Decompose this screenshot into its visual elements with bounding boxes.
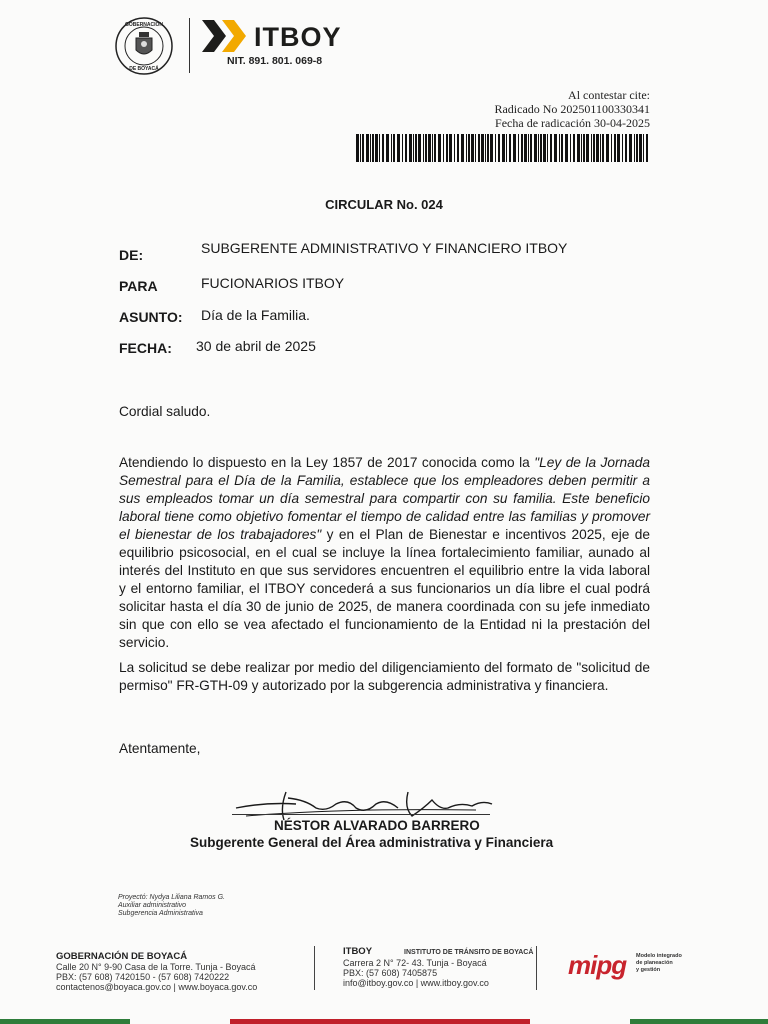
footer-gobernacion: [56, 952, 257, 992]
paragraph-2: La solicitud se debe realizar por medio del diligenciamiento del formato de "solicitud de permiso" FR-GTH-09 y autorizado por la subgerencia administrativa y financiera.: [119, 660, 650, 693]
greeting: Cordial saludo.: [119, 404, 211, 419]
mipg-logo: mipg: [568, 950, 627, 980]
proyecto-line1: Proyectó: Nydya Liliana Ramos G.: [118, 894, 225, 901]
footer-gob-pbx: PBX: (57 608) 7420150 - (57 608) 7420222: [56, 972, 230, 982]
footer-itboy-subtitle: INSTITUTO DE TRÁNSITO DE BOYACÁ: [404, 949, 534, 956]
fecha-label: FECHA:: [119, 340, 172, 356]
footer-itboy-title: ITBOY: [343, 946, 373, 957]
mipg-sub-line2: de planeación: [636, 960, 673, 966]
fecha-value: 30 de abril de 2025: [196, 338, 316, 354]
footer-divider-1: [314, 946, 315, 990]
de-value: SUBGERENTE ADMINISTRATIVO Y FINANCIERO ITBOY: [201, 240, 568, 256]
svg-text:DE BOYACÁ: DE BOYACÁ: [129, 66, 159, 72]
footer-itboy-web: info@itboy.gov.co | www.itboy.gov.co: [343, 978, 489, 988]
footer-itboy-address: Carrera 2 N° 72- 43. Tunja - Boyacá: [343, 958, 487, 968]
radicado-number: Radicado No 20250110033034​1: [494, 102, 650, 116]
signature-line: [232, 814, 490, 815]
asunto-label: ASUNTO:: [119, 309, 183, 325]
footer-gob-web: contactenos@boyaca.gov.co | www.boyaca.gov.co: [56, 982, 258, 992]
de-label: DE:: [119, 247, 144, 263]
mipg-sub-line1: Modelo integrado: [636, 953, 682, 959]
svg-text:GOBERNACIÓN: GOBERNACIÓN: [124, 22, 164, 28]
mipg-sub-line3: y gestión: [636, 967, 661, 973]
paragraph-1-intro: Atendiendo lo dispuesto en la Ley 1857 de 2017 conocida como la: [119, 455, 535, 470]
closing: Atentamente,: [119, 741, 201, 756]
radicado-line1: Al contestar cite:: [568, 88, 650, 102]
footer-divider-2: [536, 946, 537, 990]
proyecto-line2: Auxiliar administrativo: [118, 902, 187, 909]
paragraph-1: [119, 454, 650, 652]
proyecto-block: [118, 894, 225, 918]
para-value: FUCIONARIOS ITBOY: [201, 275, 345, 291]
circular-title: CIRCULAR No. 024: [325, 197, 443, 212]
footer-gob-title: GOBERNACIÓN DE BOYACÁ: [56, 951, 188, 962]
itboy-logo: [200, 18, 342, 59]
footer-color-stripe: [0, 1016, 768, 1024]
signer-name: NÉSTOR ALVARADO BARRERO: [274, 818, 480, 833]
proyecto-line3: Subgerencia Administrativa: [118, 910, 203, 917]
paragraph-1-quote: "Ley de la Jornada Semestral para el Día de la Familia, establece que los empleadores deben permitir a sus empleados tomar un día semestral para compartir con su familia. Este beneficio laboral tiene como objetivo fomentar el tiempo de calidad entre las familias y promover el bienestar de los trabajadores": [119, 455, 650, 542]
radicado-date: Fecha de radicación 30-04-2025: [495, 116, 650, 130]
para-label: PARA: [119, 278, 158, 294]
nit-number: NIT. 891. 801. 069-8: [227, 55, 323, 67]
radicado-block: [494, 88, 650, 130]
footer-itboy-header: [343, 946, 533, 958]
footer-itboy: [343, 946, 533, 988]
brand-name: ITBOY: [254, 22, 342, 52]
gobernacion-seal-logo: [112, 16, 176, 76]
footer-itboy-pbx: PBX: (57 608) 7405875: [343, 968, 438, 978]
chevron-arrows-icon: [200, 18, 252, 54]
footer-gob-address: Calle 20 N° 9-90 Casa de la Torre. Tunja - Boyacá: [56, 962, 256, 972]
paragraph-1-rest: y en el Plan de Bienestar e incentivos 2025, eje de equilibrio psicosocial, en el cual se incluye la línea fortalecimiento familiar, aunado al interés del Instituto en que sus servidores encuentren el equilibrio entre la vida laboral y el entorno familiar, el ITBOY concederá a sus funcionarios un día libre el cual podrá solicitar hasta el día 30 de junio de 2025, de manera coordinada con su jefe inmediato sin que con ello se vea afectado el funcionamiento de la Entidad ni la prestación del servicio.: [119, 527, 651, 650]
letterhead-divider: [189, 18, 190, 73]
asunto-value: Día de la Familia.: [201, 307, 310, 323]
signer-role: Subgerente General del Área administrativa y Financiera: [190, 835, 554, 850]
barcode: [356, 134, 650, 162]
mipg-subtitle: [636, 953, 682, 974]
